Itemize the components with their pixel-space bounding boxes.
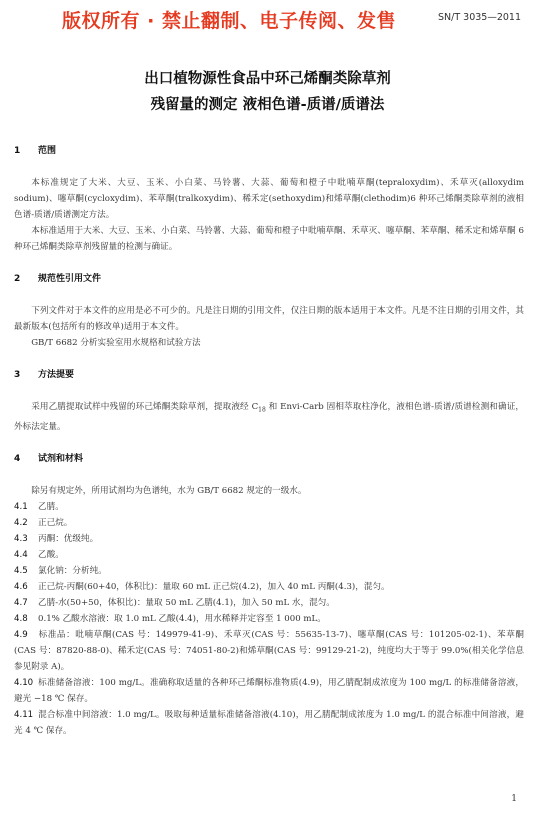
paragraph: 下列文件对于本文件的应用是必不可少的。凡是注日期的引用文件，仅注日期的版本适用于本文件。凡是不注日期的引用文件，其最新版本(包括所有的修改单)适用于本文件。 <box>14 306 524 332</box>
item-text: 混合标准中间溶液：1.0 mg/L。吸取每种适量标准储备溶液(4.10)，用乙腈配制成浓度为 1.0 mg/L 的混合标准中间溶液，避光 4 ℃ 保存。 <box>14 709 524 736</box>
reagent-item <box>14 531 524 547</box>
reagent-item <box>14 547 524 563</box>
reagent-item <box>14 627 524 675</box>
paragraph-text: 和 Envi-Carb 固相萃取柱净化，液相色谱-质谱/质谱检测和确证，外标法定量。 <box>14 402 524 432</box>
page-number: 1 <box>511 794 517 804</box>
paragraph: 本标准适用于大米、大豆、玉米、小白菜、马铃薯、大蒜、葡萄和橙子中吡喃草酮、禾草灭、噻草酮、苯草酮、稀禾定和烯草酮 6 种环己烯酮类除草剂残留量的检测与确证。 <box>14 226 524 252</box>
item-text: 标准储备溶液：100 mg/L。准确称取适量的各种环己烯酮标准物质(4.9)，用乙腈配制成浓度为 100 mg/L 的标准储备溶液，避光 −18 ℃ 保存。 <box>14 677 524 704</box>
item-text: 0.1% 乙酸水溶液：取 1.0 mL 乙酸(4.4)，用水稀释并定容至 1 000 mL。 <box>38 613 326 624</box>
section-scope <box>14 143 524 255</box>
item-number: 4.4 <box>14 549 28 560</box>
item-text: 正己烷-丙酮(60+40，体积比)：量取 60 mL 正己烷(4.2)，加入 40 mL 丙酮(4.3)，混匀。 <box>38 581 390 592</box>
section-title: 范围 <box>38 146 57 156</box>
item-number: 4.11 <box>14 709 34 720</box>
standard-number: SN/T 3035—2011 <box>437 12 521 23</box>
copyright-watermark: 版权所有 · 禁止翻制、电子传阅、发售 <box>62 10 396 32</box>
section-number: 2 <box>14 274 21 284</box>
item-number: 4.5 <box>14 565 28 576</box>
item-number: 4.2 <box>14 517 28 528</box>
section-title: 规范性引用文件 <box>38 274 102 284</box>
paragraph: 除另有规定外，所用试剂均为色谱纯，水为 GB/T 6682 规定的一级水。 <box>31 485 307 496</box>
item-text: 正己烷。 <box>38 517 73 528</box>
section-title: 试剂和材料 <box>38 453 84 464</box>
item-number: 4.6 <box>14 581 28 592</box>
reagent-item <box>14 675 524 707</box>
reagent-item <box>14 579 524 595</box>
reagent-item <box>14 499 524 515</box>
section-method-summary <box>14 367 524 435</box>
reagent-list <box>14 499 524 739</box>
item-number: 4.10 <box>14 677 34 688</box>
item-text: 乙腈。 <box>38 501 64 512</box>
section-heading <box>14 367 524 383</box>
item-text: 标准品：吡喃草酮(CAS 号：149979-41-9)、禾草灭(CAS 号：55635-13-7)、噻草酮(CAS 号：101205-02-1)、苯草酮(CAS 号：87820-88-0)、稀禾定(CAS 号：74051-80-2)和烯草酮(CAS 号：99129-21-2)，纯度均大于等于 99.0%(相关化学信息参见附录 A)。 <box>14 629 524 672</box>
item-number: 4.9 <box>14 629 28 640</box>
reagent-item <box>14 515 524 531</box>
section-heading <box>14 451 524 467</box>
item-number: 4.7 <box>14 597 28 608</box>
item-text: 乙腈-水(50+50，体积比)：量取 50 mL 乙腈(4.1)，加入 50 mL 水，混匀。 <box>38 597 335 608</box>
section-normative-references <box>14 271 524 351</box>
section-heading <box>14 143 524 159</box>
reference-entry: GB/T 6682 分析实验室用水规格和试验方法 <box>31 338 201 348</box>
item-text: 乙酸。 <box>38 549 64 560</box>
item-text: 丙酮：优级纯。 <box>38 533 99 544</box>
reagent-item <box>14 563 524 579</box>
item-number: 4.3 <box>14 533 28 544</box>
item-text: 氯化钠：分析纯。 <box>38 565 107 576</box>
title-line-2: 残留量的测定 液相色谱-质谱/质谱法 <box>150 97 385 113</box>
title-line-1: 出口植物源性食品中环己烯酮类除草剂 <box>144 71 391 87</box>
paragraph <box>14 399 524 435</box>
reagent-item <box>14 707 524 739</box>
paragraph: 本标准规定了大米、大豆、玉米、小白菜、马铃薯、大蒜、葡萄和橙子中吡喃草酮(tepraloxydim)、禾草灭(alloxydim sodium)、噻草酮(cycloxydim)、苯草酮(tralkoxydim)、稀禾定(sethoxydim)和烯草酮(clethodim)6 种环己烯酮类除草剂的液相色谱-质谱/质谱测定方法。 <box>14 178 524 220</box>
section-number: 1 <box>14 146 21 156</box>
section-reagents <box>14 451 524 739</box>
subscript: 18 <box>258 406 266 414</box>
reagent-item <box>14 611 524 627</box>
paragraph-text: 采用乙腈提取试样中残留的环己烯酮类除草剂，提取液经 C <box>31 402 259 412</box>
section-number: 3 <box>14 370 21 380</box>
section-heading <box>14 271 524 287</box>
section-number: 4 <box>14 453 21 464</box>
reagent-item <box>14 595 524 611</box>
item-number: 4.8 <box>14 613 28 624</box>
document-body <box>14 143 524 739</box>
item-number: 4.1 <box>14 501 28 512</box>
document-title <box>0 66 535 118</box>
section-title: 方法提要 <box>38 370 75 380</box>
